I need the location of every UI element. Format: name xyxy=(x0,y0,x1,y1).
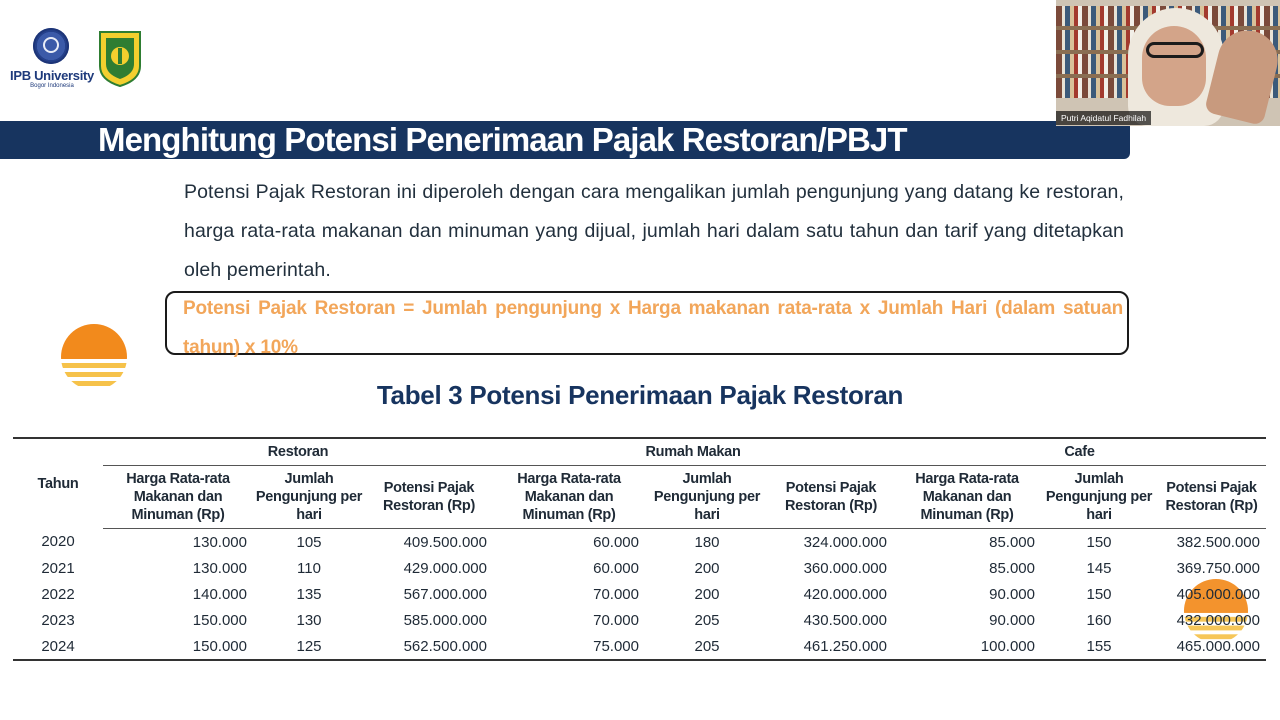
year-cell: 2023 xyxy=(41,611,75,629)
description-paragraph: Potensi Pajak Restoran ini diperoleh dengan cara mengalikan jumlah pengunjung yang datang ke restoran, harga rata-rata makanan dan minuman yang dijual, jumlah hari dalam satu tahun dan tarif yang ditetapkan oleh pemerintah. xyxy=(184,181,1124,281)
group-header-restoran: Restoran xyxy=(103,438,493,466)
table-cell: 75.000 xyxy=(593,637,639,655)
table-cell: 85.000 xyxy=(989,559,1035,577)
ipb-university-logo xyxy=(6,28,98,90)
sub-header: Harga Rata-rata Makanan dan Minuman (Rp) xyxy=(493,466,645,529)
table-cell: 200 xyxy=(694,585,720,603)
table-cell: 130.000 xyxy=(192,559,247,577)
table-row xyxy=(13,581,1266,607)
webcam-video xyxy=(1056,0,1280,126)
table-cell: 205 xyxy=(694,611,720,629)
page-title: Menghitung Potensi Penerimaan Pajak Restoran/PBJT xyxy=(98,121,907,158)
table-cell: 130.000 xyxy=(192,533,247,551)
table-row xyxy=(13,529,1266,556)
table-cell: 125 xyxy=(296,637,322,655)
sub-header: Potensi Pajak Restoran (Rp) xyxy=(1157,466,1266,529)
sub-header: Harga Rata-rata Makanan dan Minuman (Rp) xyxy=(103,466,253,529)
table-cell: 70.000 xyxy=(593,585,639,603)
participant-name-label: Putri Aqidatul Fadhilah xyxy=(1056,111,1151,125)
group-header-rumah-makan: Rumah Makan xyxy=(493,438,893,466)
table-cell: 430.500.000 xyxy=(803,611,887,629)
table-row xyxy=(13,633,1266,660)
table-cell: 70.000 xyxy=(593,611,639,629)
sub-header: Potensi Pajak Restoran (Rp) xyxy=(365,466,493,529)
table-cell: 160 xyxy=(1086,611,1112,629)
table-cell: 420.000.000 xyxy=(803,585,887,603)
table-cell: 360.000.000 xyxy=(803,559,887,577)
ipb-emblem-icon xyxy=(33,28,69,64)
sub-header: Harga Rata-rata Makanan dan Minuman (Rp) xyxy=(893,466,1041,529)
ipb-logo-subtitle: Bogor Indonesia xyxy=(30,83,74,89)
table-cell: 405.000.000 xyxy=(1176,585,1260,603)
table-cell: 150 xyxy=(1086,533,1112,551)
table-cell: 155 xyxy=(1086,637,1112,655)
table-cell: 429.000.000 xyxy=(403,559,487,577)
table-cell: 562.500.000 xyxy=(403,637,487,655)
table-cell: 567.000.000 xyxy=(403,585,487,603)
table-cell: 60.000 xyxy=(593,559,639,577)
year-column-header: Tahun xyxy=(37,475,79,492)
table-cell: 140.000 xyxy=(192,585,247,603)
glasses-icon xyxy=(1146,42,1204,58)
sub-header: Jumlah Pengunjung per hari xyxy=(1041,466,1157,529)
table-cell: 135 xyxy=(296,585,322,603)
table-cell: 110 xyxy=(297,559,321,577)
table-cell: 382.500.000 xyxy=(1176,533,1260,551)
table-row xyxy=(13,607,1266,633)
table-cell: 105 xyxy=(296,533,322,551)
table-cell: 60.000 xyxy=(593,533,639,551)
sub-header: Jumlah Pengunjung per hari xyxy=(253,466,365,529)
table-cell: 432.000.000 xyxy=(1176,611,1260,629)
table-row xyxy=(13,555,1266,581)
sub-header: Potensi Pajak Restoran (Rp) xyxy=(769,466,893,529)
year-cell: 2020 xyxy=(41,533,75,551)
table-title: Tabel 3 Potensi Penerimaan Pajak Restoran xyxy=(376,380,904,410)
table-cell: 90.000 xyxy=(989,611,1035,629)
table-cell: 409.500.000 xyxy=(403,533,487,551)
table-cell: 100.000 xyxy=(980,637,1035,655)
table-cell: 585.000.000 xyxy=(403,611,487,629)
tax-potential-table xyxy=(13,437,1266,661)
table-cell: 324.000.000 xyxy=(803,533,887,551)
formula-text: Potensi Pajak Restoran = Jumlah pengunjung x Harga makanan rata-rata x Jumlah Hari (dalam satuan tahun) x 10% xyxy=(183,298,1123,358)
table-cell: 150.000 xyxy=(192,611,247,629)
year-cell: 2024 xyxy=(41,637,75,655)
year-cell: 2022 xyxy=(41,585,75,603)
table-cell: 369.750.000 xyxy=(1176,559,1260,577)
title-banner xyxy=(0,121,1130,159)
sub-header: Jumlah Pengunjung per hari xyxy=(645,466,769,529)
table-cell: 90.000 xyxy=(989,585,1035,603)
table-cell: 85.000 xyxy=(989,533,1035,551)
table-cell: 200 xyxy=(694,559,720,577)
bogor-regency-emblem-icon xyxy=(96,28,144,88)
table-cell: 465.000.000 xyxy=(1176,637,1260,655)
group-header-cafe: Cafe xyxy=(893,438,1266,466)
table-cell: 150 xyxy=(1086,585,1112,603)
ipb-logo-name: IPB University xyxy=(10,68,94,83)
table-cell: 180 xyxy=(694,533,720,551)
table-cell: 461.250.000 xyxy=(803,637,887,655)
table-cell: 130 xyxy=(296,611,322,629)
table-cell: 145 xyxy=(1086,559,1112,577)
table-cell: 205 xyxy=(694,637,720,655)
year-cell: 2021 xyxy=(41,559,75,577)
table-cell: 150.000 xyxy=(192,637,247,655)
